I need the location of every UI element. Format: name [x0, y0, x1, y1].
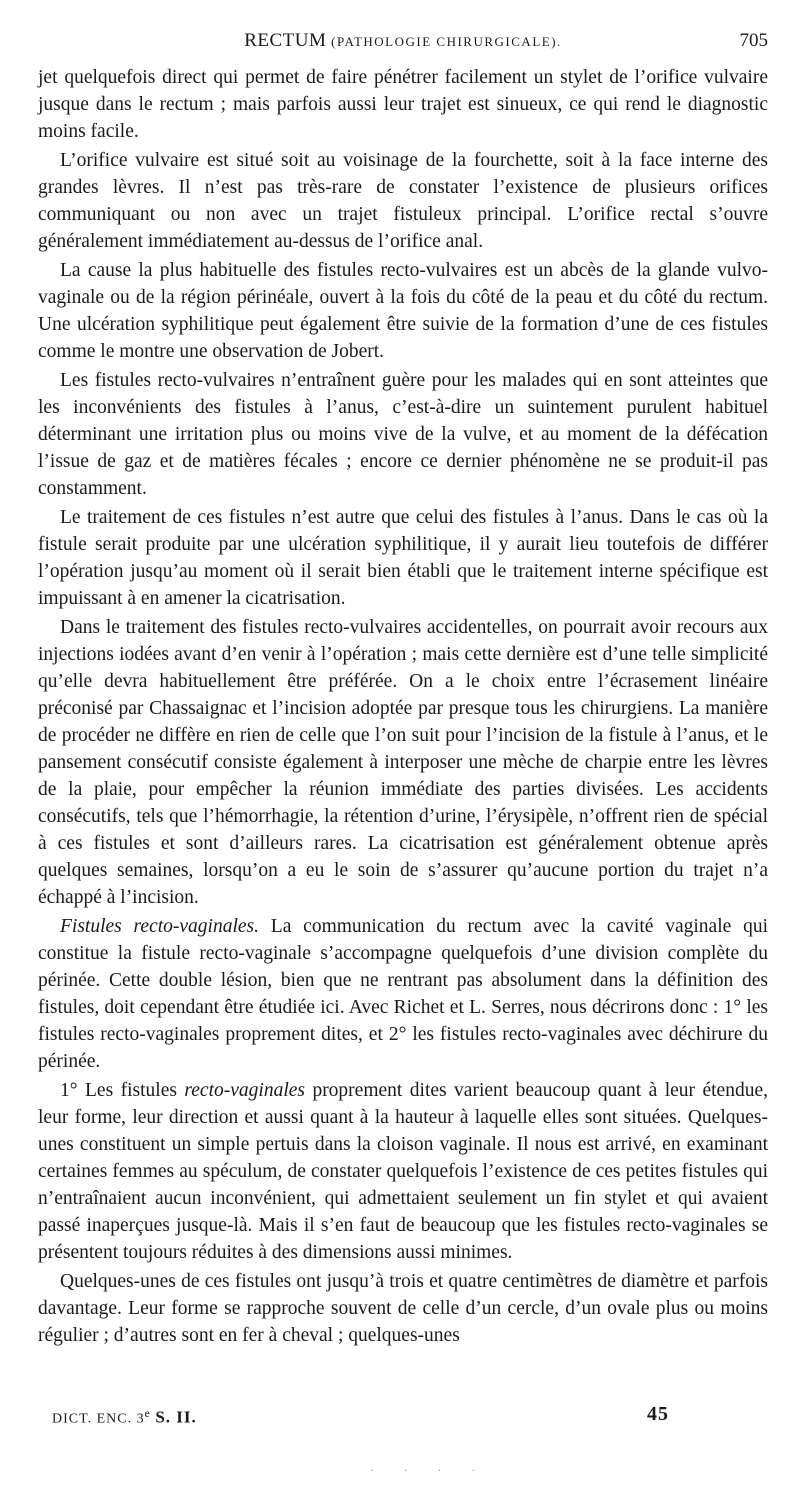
- body-text: [38, 64, 768, 1349]
- italic-text: Fistules recto-vaginales.: [60, 916, 259, 937]
- signature-ordinal: e: [144, 1407, 151, 1420]
- paragraph: [38, 367, 768, 502]
- page-number: 705: [739, 30, 768, 51]
- paragraph: [38, 614, 768, 911]
- paragraph: [38, 257, 768, 365]
- paragraph-text: La communication du rectum avec la cavité vaginale qui constitue la fistule recto-vaginale s’accompagne quelquefois d’une division complète du périnée. Cette double lésion, bien que ne rentrant pas absolument dans la définition des fistules, doit cependant être étudiée ici. Avec Richet et L. Serres, nous décrirons donc : 1° les fistules recto-vaginales proprement dites, et 2° les fistules recto-vaginales avec déchirure du périnée.: [38, 916, 768, 1072]
- paragraph: [38, 147, 768, 255]
- signature-series: S. II.: [155, 1407, 197, 1427]
- italic-text: recto-vaginales: [184, 1080, 305, 1101]
- paragraph: [38, 913, 768, 1075]
- printer-signature: [52, 1407, 197, 1428]
- running-head-title: RECTUM: [244, 30, 327, 51]
- paragraph-text: Les fistules recto-vulvaires n’entraînent guère pour les malades qui en sont atteintes que les inconvénients des fistules à l’anus, c’est-à-dire un suintement purulent habituel déterminant une irritation plus ou moins vive de la vulve, et au moment de la défécation l’issue de gaz et de matières fécales ; encore ce dernier phénomène ne se produit-il pas constamment.: [38, 370, 768, 499]
- paragraph-text: Le traitement de ces fistules n’est autre que celui des fistules à l’anus. Dans le cas où la fistule serait produite par une ulcération syphilitique, il y aurait lieu toutefois de différer l’opération jusqu’au moment où il serait bien établi que le traitement interne spécifique est impuissant à en amener la cicatrisation.: [38, 507, 768, 609]
- paragraph-text: L’orifice vulvaire est situé soit au voisinage de la fourchette, soit à la face interne des grandes lèvres. Il n’est pas très-rare de constater l’existence de plusieurs orifices communiquant ou non avec un trajet fistuleux principal. L’orifice rectal s’ouvre généralement immédiatement au-dessus de l’orifice anal.: [38, 150, 768, 252]
- paragraph-text: Dans le traitement des fistules recto-vulvaires accidentelles, on pourrait avoir recours aux injections iodées avant d’en venir à l’opération ; mais cette dernière est d’une telle simplicité qu’elle devra habituellement être préférée. On a le choix entre l’écrasement linéaire préconisé par Chassaignac et l’incision adoptée par presque tous les chirurgiens. La manière de procéder ne diffère en rien de celle que l’on suit pour l’incision de la fistule à l’anus, et le pansement consécutif consiste également à interposer une mèche de charpie entre les lèvres de la plaie, pour empêcher la réunion immédiate des parties divisées. Les accidents consécutifs, tels que l’hémorrhagie, la rétention d’urine, l’érysipèle, n’offrent rien de spécial à ces fistules et sont d’ailleurs rares. La cicatrisation est généralement obtenue après quelques semaines, lorsqu’on a eu le soin de s’assurer qu’aucune portion du trajet n’a échappé à l’incision.: [38, 617, 768, 908]
- paragraph-text: 1° Les fistules: [60, 1080, 185, 1101]
- paragraph-text: proprement dites varient beaucoup quant à leur étendue, leur forme, leur direction et aussi quant à la hauteur à laquelle elles sont situées. Quelques-unes constituent un simple pertuis dans la cloison vaginale. Il nous est arrivé, en examinant certaines femmes au spéculum, de constater quelquefois l’existence de ces petites fistules qui n’entraînaient aucun inconvénient, qui admettaient seulement un fin stylet et qui avaient passé inaperçues jusque-là. Mais il s’en faut de beaucoup que les fistules recto-vaginales se présentent toujours réduites à des dimensions aussi minimes.: [38, 1080, 768, 1263]
- paragraph: [38, 64, 768, 145]
- paragraph: [38, 504, 768, 612]
- running-head: [38, 28, 768, 54]
- paragraph: [38, 1077, 768, 1266]
- paragraph-text: Quelques-unes de ces fistules ont jusqu’à trois et quatre centimètres de diamètre et parfois davantage. Leur forme se rapproche souvent de celle d’un cercle, d’un ovale plus ou moins régulier ; d’autres sont en fer à cheval ; quelques-unes: [38, 1271, 768, 1346]
- sheet-number: 45: [647, 1403, 669, 1425]
- signature-volume: DICT. ENC. 3: [52, 1411, 145, 1427]
- paragraph-text: jet quelquefois direct qui permet de faire pénétrer facilement un stylet de l’orifice vulvaire jusque dans le rectum ; mais parfois aussi leur trajet est sinueux, ce qui rend le diagnostic moins facile.: [38, 67, 768, 142]
- book-page: [38, 28, 768, 1349]
- paragraph: [38, 1268, 768, 1349]
- scan-specks: · · · ·: [370, 1466, 489, 1477]
- paragraph-text: La cause la plus habituelle des fistules recto-vulvaires est un abcès de la glande vulvo-vaginale ou de la région périnéale, ouvert à la fois du côté de la peau et du côté du rectum. Une ulcération syphilitique peut également être suivie de la formation d’une de ces fistules comme le montre une observation de Jobert.: [38, 260, 768, 362]
- page-footer: [52, 1403, 702, 1429]
- running-head-subtitle: (PATHOLOGIE CHIRURGICALE).: [331, 34, 562, 49]
